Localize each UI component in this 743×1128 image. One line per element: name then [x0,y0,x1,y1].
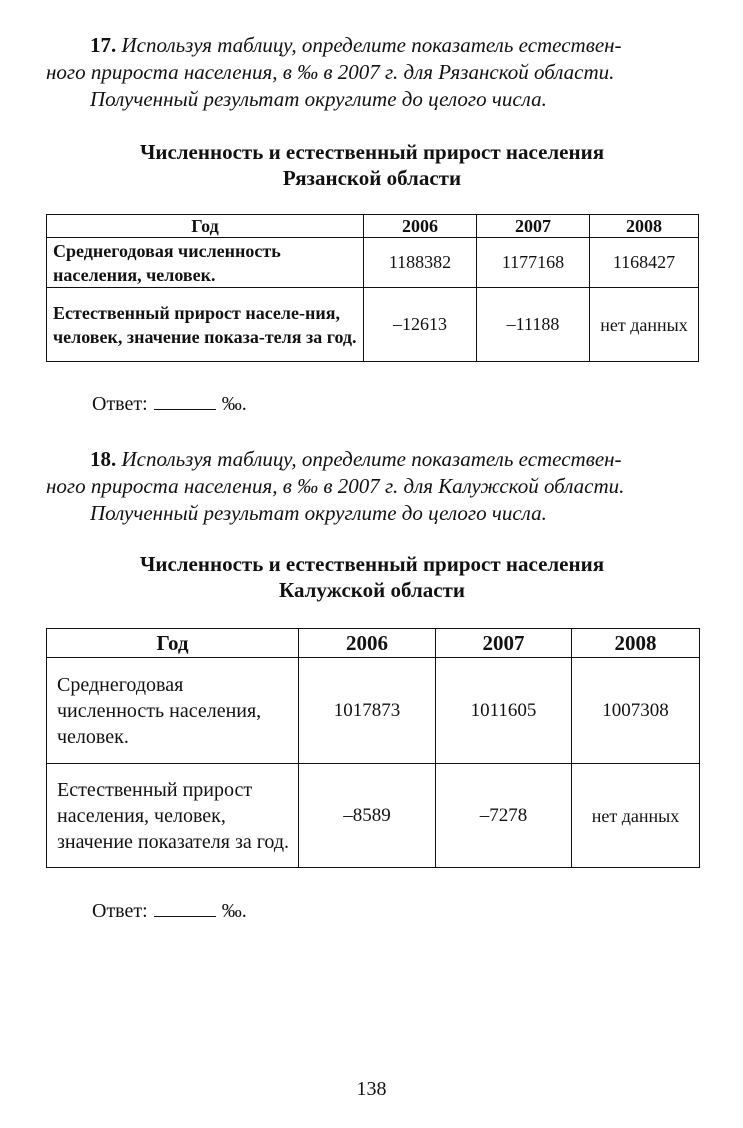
table-18-row-1-value-2008: 1007308 [572,658,700,764]
table-17-header-2007: 2007 [477,215,590,238]
table-17-title [46,139,698,191]
table-17-row-2-value-2007: –11188 [477,288,590,362]
table-18-row-1-value-2007: 1011605 [436,658,572,764]
task-17-text-1: Используя таблицу, определите показатель естествен- [121,33,622,57]
task-17-line-3: Полученный результат округлите до целого числа. [90,87,547,111]
task-18 [46,446,698,527]
table-17-row-1-value-2006: 1188382 [364,238,477,288]
table-row [47,238,699,288]
table-17-title-line-2: Рязанской области [282,166,462,190]
table-18-row-2-value-2007: –7278 [436,764,572,868]
task-18-number: 18. [90,447,117,471]
table-18 [46,628,700,868]
table-17 [46,214,699,362]
task-17-number: 17. [90,33,117,57]
table-18-row-1-value-2006: 1017873 [299,658,436,764]
table-17-row-1-value-2007: 1177168 [477,238,590,288]
table-18-header-row [47,629,700,658]
task-17-line-1 [46,32,698,59]
answer-18-label: Ответ: [92,900,148,922]
answer-17-unit: ‰. [221,393,247,415]
table-18-row-2-value-2008: нет данных [572,764,700,868]
table-17-row-2-label: Естественный прирост населе-ния, человек, значение показа-теля за год. [47,288,364,362]
table-row [47,658,700,764]
table-17-header-row [47,215,699,238]
task-18-line-3: Полученный результат округлите до целого числа. [90,501,547,525]
table-row [47,288,699,362]
table-18-row-1-label: Среднегодовая численность населения, человек. [47,658,299,764]
table-18-header-2008: 2008 [572,629,700,658]
table-18-title-line-2: Калужской области [279,578,465,602]
table-row [47,764,700,868]
answer-17-blank[interactable] [154,409,216,410]
task-18-text-1: Используя таблицу, определите показатель естествен- [121,447,622,471]
table-18-header-2006: 2006 [299,629,436,658]
table-17-row-1-value-2008: 1168427 [590,238,699,288]
table-17-row-2-value-2006: –12613 [364,288,477,362]
task-17 [46,32,698,113]
table-18-row-2-label: Естественный прирост населения, человек, значение показателя за год. [47,764,299,868]
task-18-line-1 [46,446,698,473]
table-17-row-2-value-2008: нет данных [590,288,699,362]
task-18-line-2: ного прироста населения, в ‰ в 2007 г. для Калужской области. [46,474,625,498]
table-17-header-year: Год [47,215,364,238]
table-18-title [46,551,698,603]
task-17-line-2: ного прироста населения, в ‰ в 2007 г. для Рязанской области. [46,60,615,84]
table-18-row-2-value-2006: –8589 [299,764,436,868]
answer-18-blank[interactable] [154,916,216,917]
page-number: 138 [356,1078,387,1100]
table-18-title-line-1: Численность и естественный прирост населения [139,552,605,576]
table-17-row-1-label: Среднегодовая численность населения, человек. [47,238,364,288]
table-18-header-year: Год [47,629,299,658]
answer-18-unit: ‰. [221,900,247,922]
table-18-header-2007: 2007 [436,629,572,658]
table-17-header-2008: 2008 [590,215,699,238]
answer-18 [92,900,247,923]
table-17-title-line-1: Численность и естественный прирост населения [139,140,605,164]
answer-17 [92,393,247,416]
answer-17-label: Ответ: [92,393,148,415]
table-17-header-2006: 2006 [364,215,477,238]
